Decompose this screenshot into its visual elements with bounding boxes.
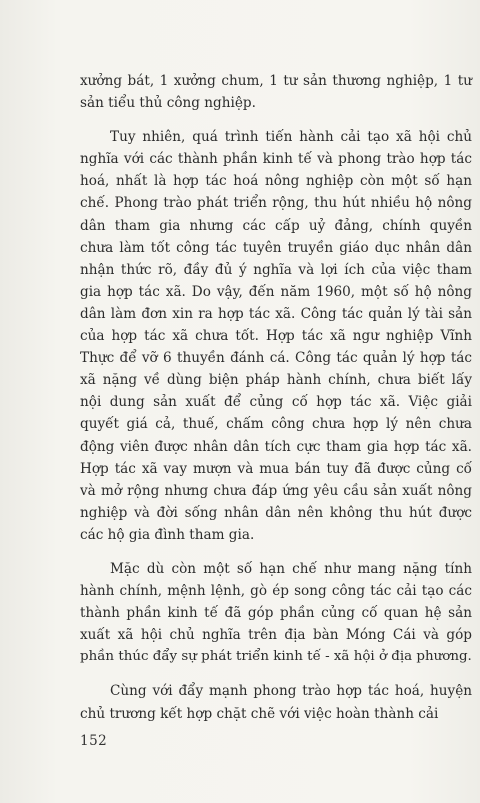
text-line: sản tiểu thủ công nghiệp.: [80, 95, 256, 112]
text-line: Thực để vỡ 6 thuyền đánh cá. Công tác quản lý hợp tác: [80, 350, 472, 367]
text-line: xưởng bát, 1 xưởng chum, 1 tư sản thương nghiệp, 1 tư: [80, 73, 472, 89]
text-line: hành chính, mệnh lệnh, gò ép song công tác cải tạo các: [80, 583, 472, 600]
text-line: nghiệp và đời sống nhân dân nên không thu hút được: [80, 504, 472, 521]
text-line: xã nặng về dùng biện pháp hành chính, chưa biết lấy: [80, 372, 472, 389]
text-line: Tuy nhiên, quá trình tiến hành cải tạo xã hội chủ: [110, 129, 472, 146]
text-line: các hộ gia đình tham gia.: [80, 526, 255, 543]
text-line: Cùng với đẩy mạnh phong trào hợp tác hoá, huyện: [110, 683, 472, 700]
text-line: gia hợp tác xã. Do vậy, đến năm 1960, một số hộ nông: [80, 283, 472, 300]
text-line: quyết giá cả, thuế, chấm công chưa hợp lý nên chưa: [80, 416, 472, 433]
text-line: thành phần kinh tế đã góp phần củng cố quan hệ sản: [80, 605, 472, 622]
text-line: Hợp tác xã vay mượn và mua bán tuy đã được củng cố: [80, 460, 472, 477]
text-line: nhận thức rõ, đầy đủ ý nghĩa và lợi ích của việc tham: [80, 261, 472, 278]
text-line: chế. Phong trào phát triển rộng, thu hút nhiều hộ nông: [80, 195, 472, 212]
body-text: [80, 70, 472, 725]
text-line: phần thúc đẩy sự phát triển kinh tế - xã hội ở địa phương.: [80, 649, 472, 665]
text-line: chủ trương kết hợp chặt chẽ với việc hoàn thành cải: [80, 705, 439, 722]
text-line: nghĩa với các thành phần kinh tế và phong trào hợp tác: [80, 151, 472, 168]
text-line: nội dung sản xuất để củng cố hợp tác xã. Việc giải: [80, 394, 472, 411]
page-number: 152: [80, 733, 108, 749]
text-line: của hợp tác xã chưa tốt. Hợp tác xã ngư nghiệp Vĩnh: [80, 328, 472, 345]
text-line: dân làm đơn xin ra hợp tác xã. Công tác quản lý tài sản: [80, 305, 472, 322]
text-line: hoá, nhất là hợp tác hoá nông nghiệp còn một số hạn: [80, 173, 472, 190]
text-line: Mặc dù còn một số hạn chế như mang nặng tính: [110, 560, 472, 577]
text-line: xuất xã hội chủ nghĩa trên địa bàn Móng Cái và góp: [80, 627, 472, 644]
text-line: chưa làm tốt công tác tuyên truyền giáo dục nhân dân: [80, 239, 472, 256]
text-line: dân tham gia nhưng các cấp uỷ đảng, chính quyền: [80, 217, 472, 234]
text-line: động viên được nhân dân tích cực tham gia hợp tác xã.: [80, 438, 472, 455]
text-line: và mở rộng nhưng chưa đáp ứng yêu cầu sản xuất nông: [80, 482, 472, 499]
